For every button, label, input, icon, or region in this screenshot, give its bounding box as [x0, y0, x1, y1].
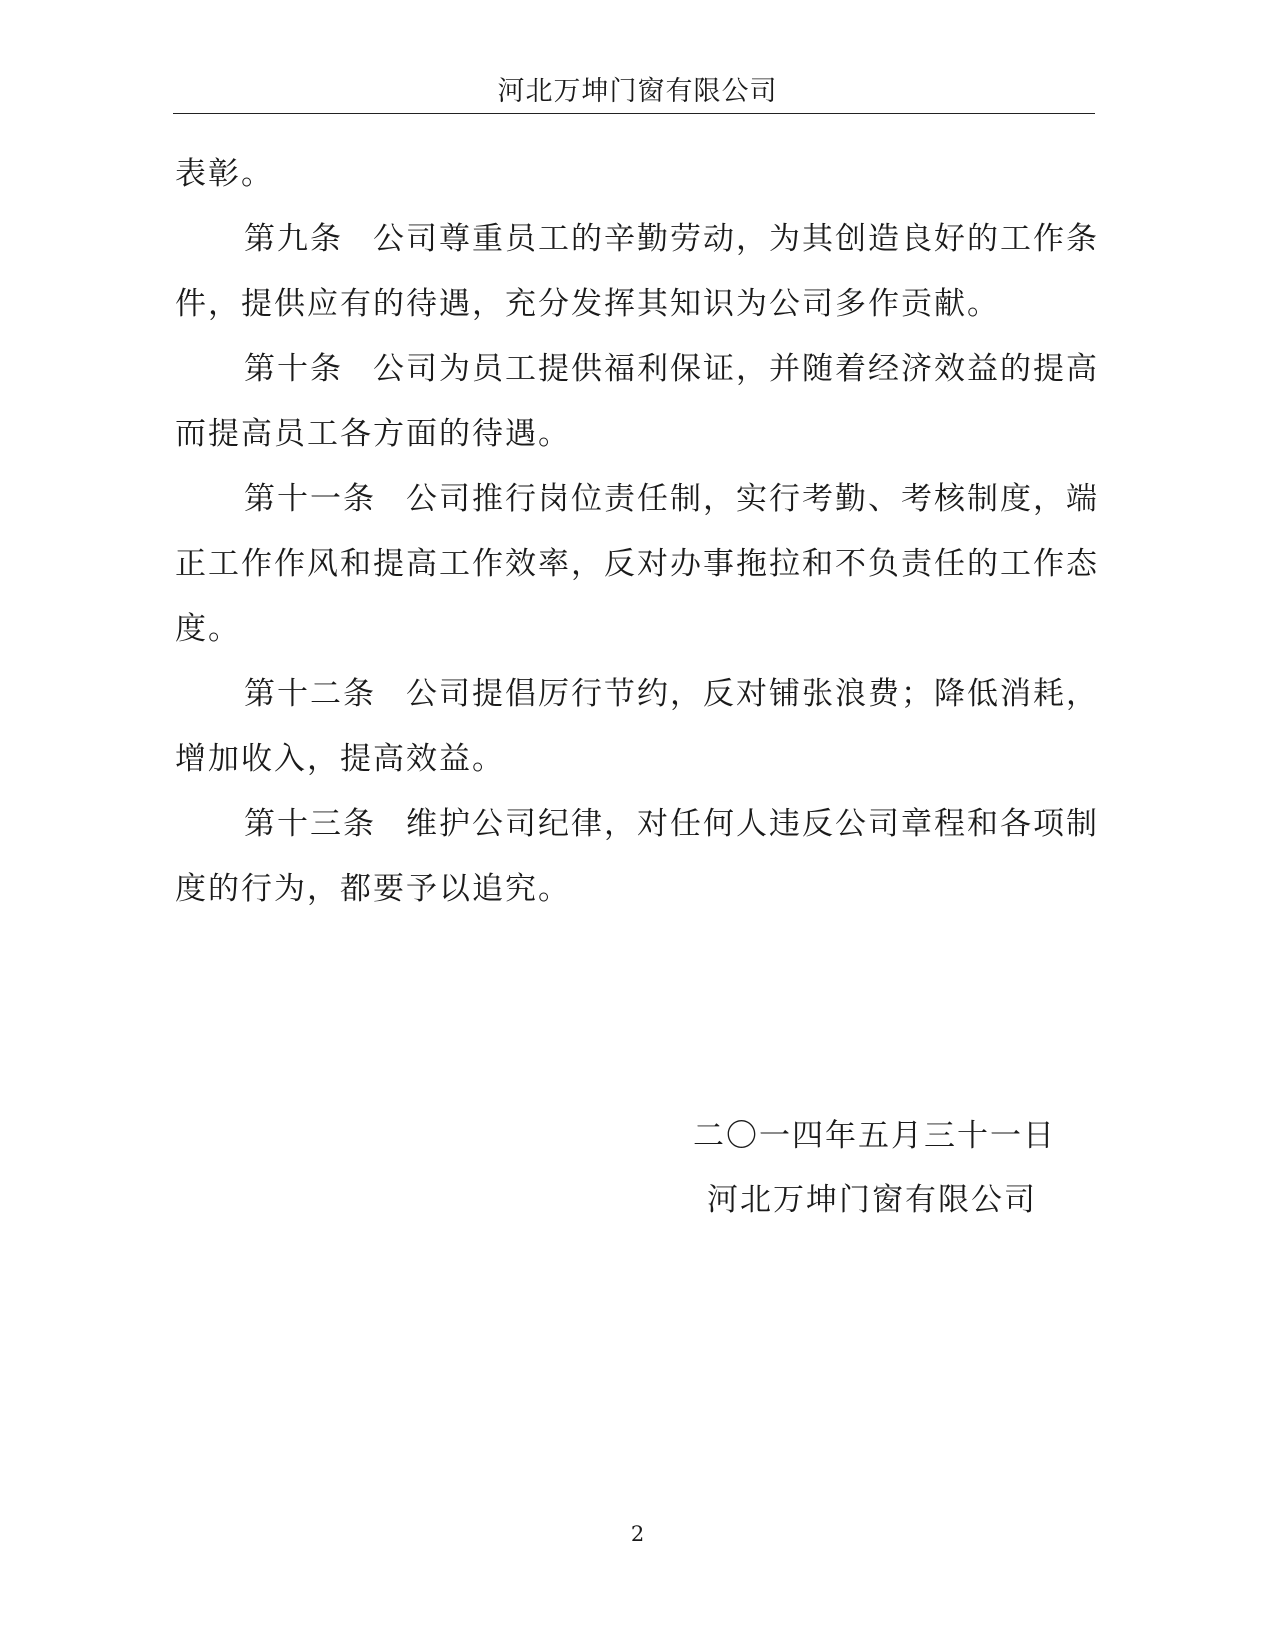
page-number: 2	[630, 1522, 645, 1546]
article-13	[175, 792, 1110, 922]
signature-company: 河北万坤门窗有限公司	[707, 1182, 1037, 1218]
article-heading: 第十二条	[244, 676, 376, 712]
article-heading: 第十一条	[244, 481, 376, 517]
article-10	[175, 337, 1110, 467]
article-9	[175, 207, 1110, 337]
header-rule	[173, 113, 1095, 114]
article-text: 维护公司纪律，对任何人违反公司章程和各项制度的行为，都要予以追究。	[175, 806, 1099, 907]
document-body	[175, 142, 1110, 922]
page-header: 河北万坤门窗有限公司	[497, 76, 778, 107]
signature-date: 二〇一四年五月三十一日	[693, 1118, 1056, 1154]
article-text: 公司尊重员工的辛勤劳动，为其创造良好的工作条件，提供应有的待遇，充分发挥其知识为公司多作贡献。	[175, 221, 1099, 322]
article-heading: 第十条	[244, 351, 343, 387]
article-heading: 第九条	[244, 221, 343, 257]
article-text: 公司提倡厉行节约，反对铺张浪费；降低消耗，增加收入，提高效益。	[175, 676, 1099, 777]
article-heading: 第十三条	[244, 806, 376, 842]
article-text: 公司推行岗位责任制，实行考勤、考核制度，端正工作作风和提高工作效率，反对办事拖拉和不负责任的工作态度。	[175, 481, 1099, 647]
article-text: 公司为员工提供福利保证，并随着经济效益的提高而提高员工各方面的待遇。	[175, 351, 1099, 452]
article-11	[175, 467, 1110, 662]
article-12	[175, 662, 1110, 792]
continuation-paragraph: 表彰。	[175, 156, 274, 192]
